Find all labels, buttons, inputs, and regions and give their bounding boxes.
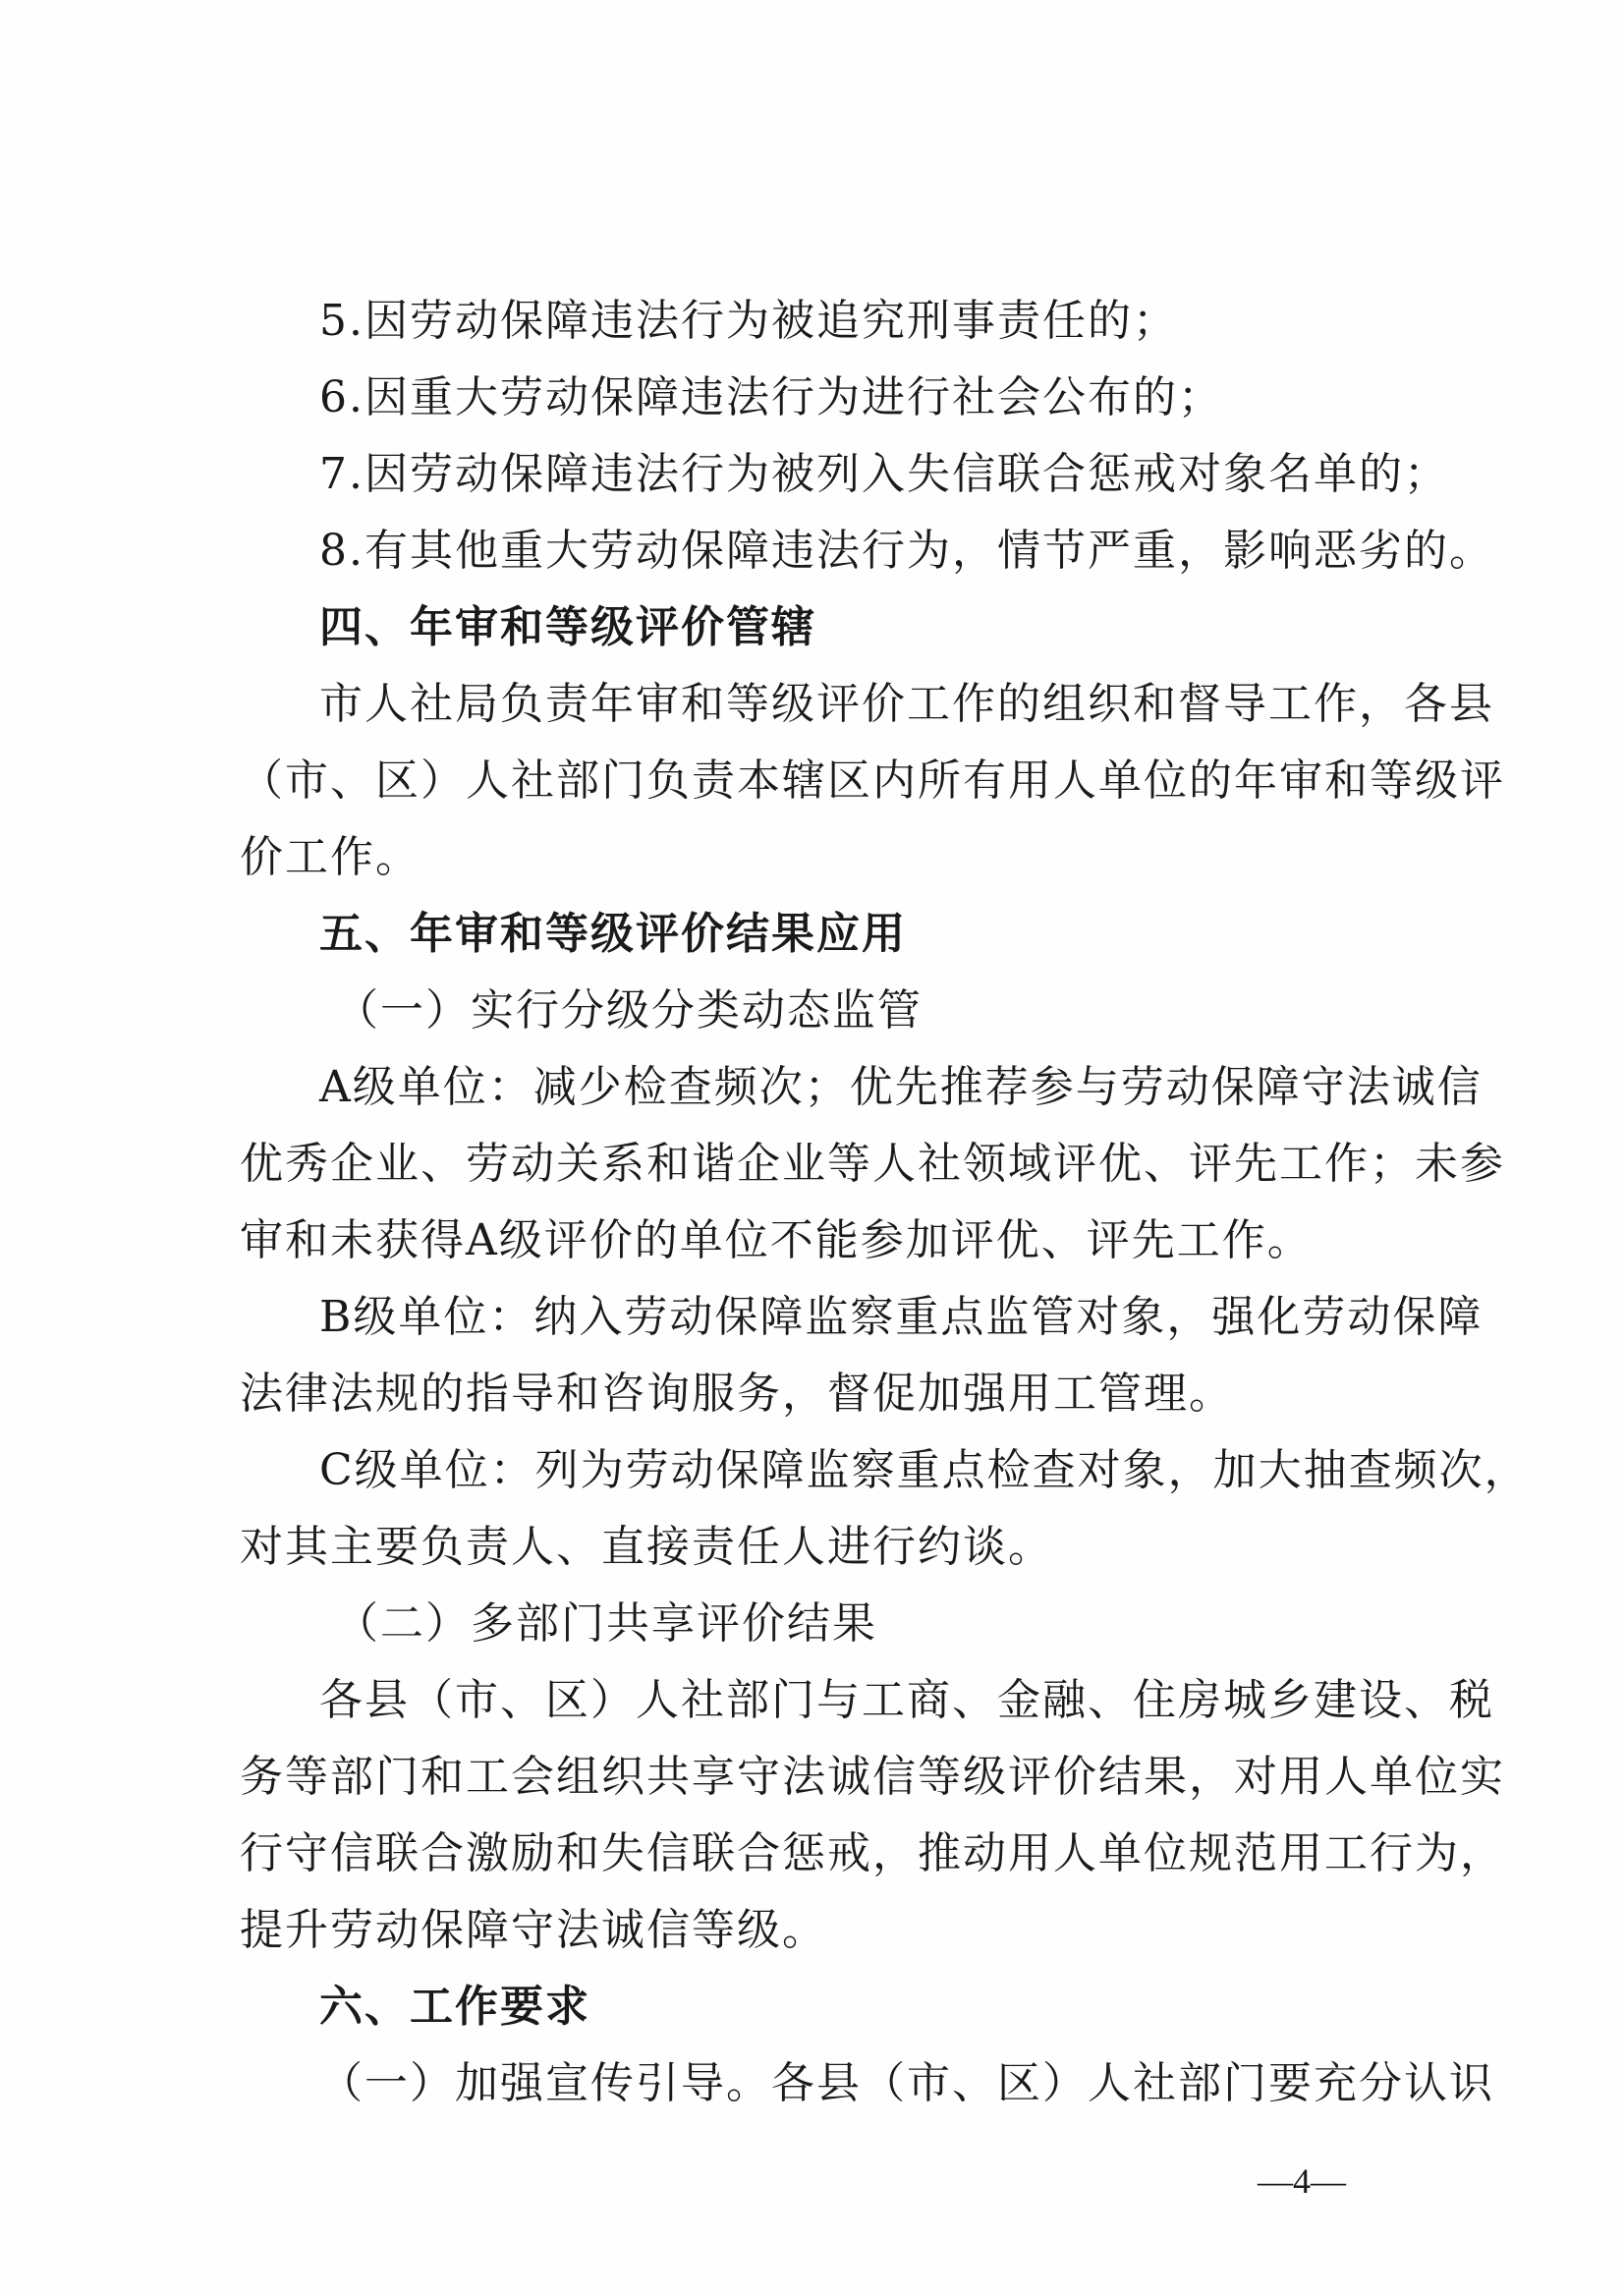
paragraph-line: A级单位：减少检查频次；优先推荐参与劳动保障守法诚信 [319, 1062, 1483, 1112]
paragraph-line: 法律法规的指导和咨询服务，督促加强用工管理。 [240, 1369, 1234, 1419]
list-item-7: 7.因劳动保障违法行为被列入失信联合惩戒对象名单的； [319, 449, 1449, 499]
list-item-8: 8.有其他重大劳动保障违法行为，情节严重，影响恶劣的。 [319, 526, 1494, 576]
list-item-6: 6.因重大劳动保障违法行为进行社会公布的； [319, 372, 1223, 422]
paragraph-line: 务等部门和工会组织共享守法诚信等级评价结果，对用人单位实 [240, 1752, 1505, 1802]
section-heading-5: 五、年审和等级评价结果应用 [319, 909, 907, 959]
paragraph-line: 审和未获得A级评价的单位不能参加评优、评先工作。 [240, 1215, 1313, 1265]
section-heading-6: 六、工作要求 [319, 1982, 590, 2032]
paragraph-line: C级单位：列为劳动保障监察重点检查对象，加大抽查频次， [319, 1445, 1530, 1495]
paragraph-line: 优秀企业、劳动关系和谐企业等人社领域评优、评先工作；未参 [240, 1139, 1505, 1189]
paragraph-line: 提升劳动保障守法诚信等级。 [240, 1905, 827, 1955]
subsection-heading-1: （一）实行分级分类动态监管 [335, 985, 923, 1036]
paragraph-line: （市、区）人社部门负责本辖区内所有用人单位的年审和等级评 [240, 756, 1505, 806]
paragraph-line: （一）加强宣传引导。各县（市、区）人社部门要充分认识 [319, 2058, 1494, 2108]
paragraph-line: B级单位：纳入劳动保障监察重点监管对象，强化劳动保障 [319, 1292, 1484, 1342]
list-item-5: 5.因劳动保障违法行为被追究刑事责任的； [319, 296, 1178, 346]
paragraph-line: 对其主要负责人、直接责任人进行约谈。 [240, 1522, 1053, 1572]
page-number: —4— [1258, 2161, 1346, 2201]
paragraph-line: 价工作。 [240, 832, 420, 882]
paragraph-line: 行守信联合激励和失信联合惩戒，推动用人单位规范用工行为， [240, 1828, 1505, 1878]
paragraph-line: 各县（市、区）人社部门与工商、金融、住房城乡建设、税 [319, 1675, 1494, 1725]
paragraph-line: 市人社局负责年审和等级评价工作的组织和督导工作，各县 [319, 679, 1494, 729]
subsection-heading-2: （二）多部门共享评价结果 [335, 1598, 877, 1649]
section-heading-4: 四、年审和等级评价管辖 [319, 602, 816, 652]
